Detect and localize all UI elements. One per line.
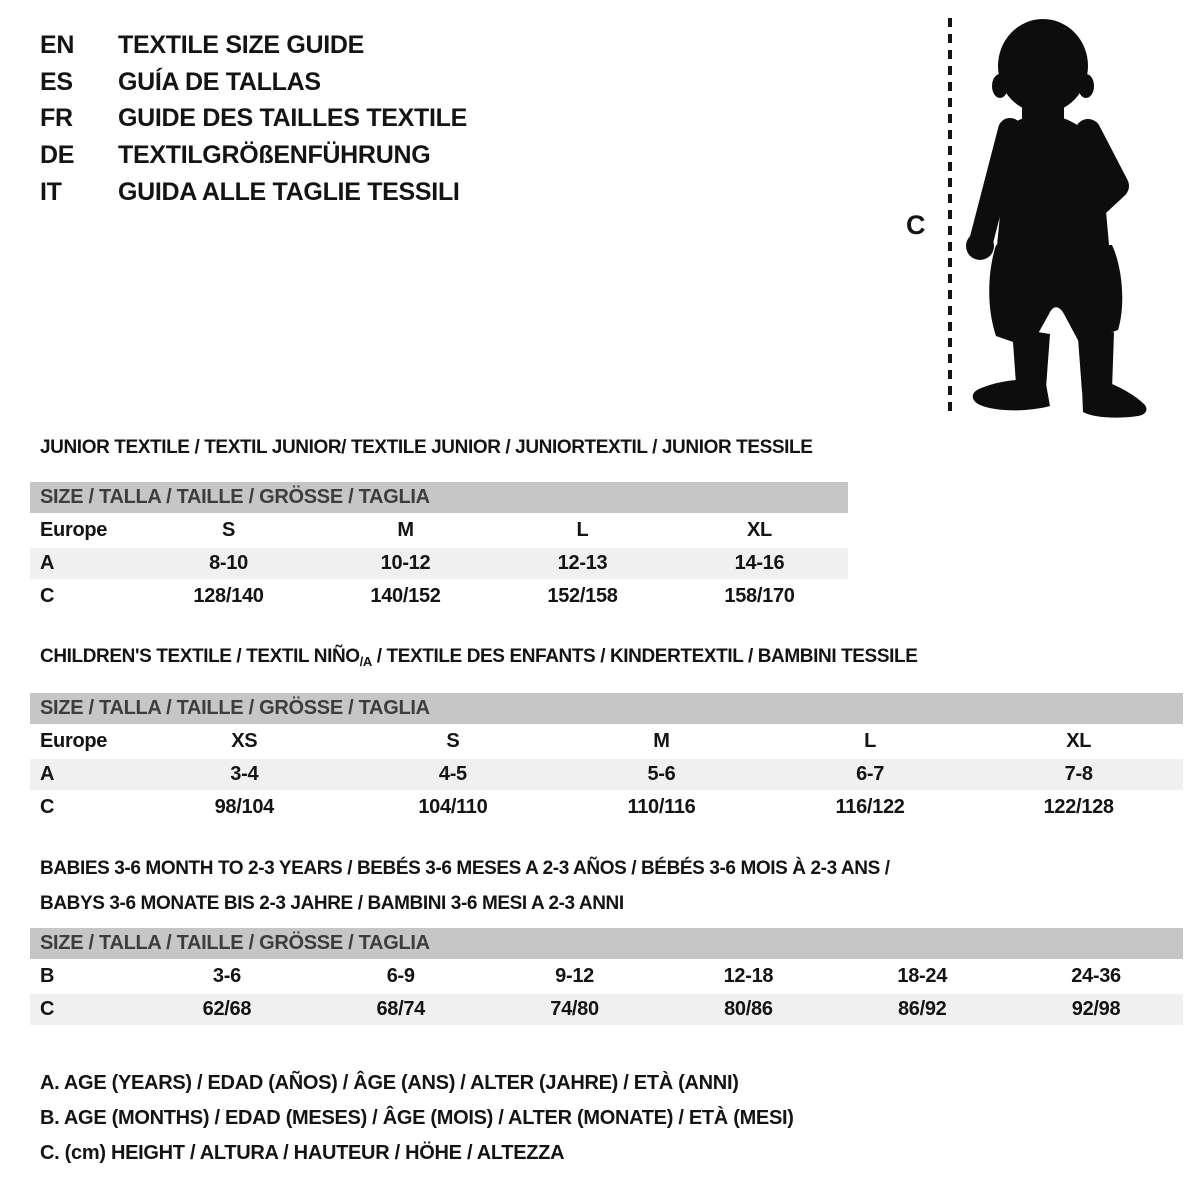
size-cell: 12-18 xyxy=(723,965,774,987)
size-cell: 6-7 xyxy=(856,763,885,785)
table-children xyxy=(30,726,1183,823)
size-cell: L xyxy=(864,730,877,752)
size-cell: 68/74 xyxy=(376,998,426,1020)
language-label: TEXTILGRÖßENFÜHRUNG xyxy=(118,141,431,170)
size-cell: XL xyxy=(1066,730,1092,752)
table-babies xyxy=(30,961,1183,1025)
table-header-babies: SIZE / TALLA / TAILLE / GRÖSSE / TAGLIA xyxy=(30,928,1183,959)
language-label: GUÍA DE TALLAS xyxy=(118,67,321,96)
table-row xyxy=(30,759,1183,790)
size-cell: 24-36 xyxy=(1071,965,1121,987)
table-row xyxy=(30,961,1183,992)
size-cell: 110/116 xyxy=(627,796,696,818)
babies-title-line-1: BABIES 3-6 MONTH TO 2-3 YEARS / BEBÉS 3-6 MESES A 2-3 AÑOS / BÉBÉS 3-6 MOIS À 2-3 ANS / xyxy=(40,858,890,879)
language-row xyxy=(40,137,467,174)
language-row xyxy=(40,64,467,101)
row-label: C xyxy=(40,796,55,818)
language-label: GUIDA ALLE TAGLIE TESSILI xyxy=(118,177,460,206)
size-cell: 7-8 xyxy=(1064,763,1093,785)
size-cell: 104/110 xyxy=(418,796,488,818)
children-title-text: CHILDREN'S TEXTILE / TEXTIL NIÑO xyxy=(40,646,360,667)
row-label: C xyxy=(40,998,55,1020)
section-babies-textile xyxy=(30,851,1183,1025)
toddler-silhouette-icon xyxy=(960,14,1150,422)
section-title-junior: JUNIOR TEXTILE / TEXTIL JUNIOR/ TEXTILE JUNIOR / JUNIORTEXTIL / JUNIOR TESSILE xyxy=(40,437,813,458)
language-label: GUIDE DES TAILLES TEXTILE xyxy=(118,104,468,133)
babies-title-line-2: BABYS 3-6 MONATE BIS 2-3 JAHRE / BAMBINI 3-6 MESI A 2-3 ANNI xyxy=(40,893,624,914)
row-label: A xyxy=(40,552,55,574)
children-title-subscript: /A xyxy=(359,654,372,669)
section-junior-textile xyxy=(30,436,848,612)
size-cell: 12-13 xyxy=(557,552,608,574)
row-label: B xyxy=(40,965,55,987)
row-label: A xyxy=(40,763,55,785)
size-cell: 80/86 xyxy=(724,998,773,1020)
height-measure-label: C xyxy=(906,210,926,240)
legend xyxy=(40,1066,794,1171)
size-cell: 74/80 xyxy=(550,998,599,1020)
size-cell: 8-10 xyxy=(209,552,248,574)
size-cell: 3-4 xyxy=(230,763,259,785)
size-cell: M xyxy=(397,519,414,541)
size-cell: 98/104 xyxy=(214,796,274,818)
size-cell: XS xyxy=(231,730,258,752)
size-cell: 158/170 xyxy=(724,585,795,607)
size-cell: 9-12 xyxy=(555,965,594,987)
language-code: ES xyxy=(40,67,73,96)
language-row xyxy=(40,174,467,211)
table-header-children: SIZE / TALLA / TAILLE / GRÖSSE / TAGLIA xyxy=(30,693,1183,724)
size-cell: 6-9 xyxy=(386,965,415,987)
size-cell: S xyxy=(446,730,460,752)
size-cell: S xyxy=(221,519,236,541)
table-row xyxy=(30,994,1183,1025)
size-cell: 14-16 xyxy=(734,552,785,574)
size-cell: 18-24 xyxy=(897,965,948,987)
size-cell: 122/128 xyxy=(1043,796,1114,818)
size-cell: 140/152 xyxy=(370,585,441,607)
size-cell: 62/68 xyxy=(202,998,252,1020)
row-label: Europe xyxy=(40,730,108,752)
size-cell: 86/92 xyxy=(897,998,947,1020)
language-row xyxy=(40,100,467,137)
language-code: FR xyxy=(40,104,73,133)
row-label: C xyxy=(40,585,55,607)
legend-line: C. (cm) HEIGHT / ALTURA / HAUTEUR / HÖHE / ALTEZZA xyxy=(40,1142,565,1164)
table-junior xyxy=(30,515,848,612)
size-cell: 5-6 xyxy=(647,763,676,785)
size-cell: XL xyxy=(747,519,772,541)
section-children-textile xyxy=(30,645,1183,823)
language-title-block xyxy=(40,27,467,211)
table-row xyxy=(30,548,848,579)
size-cell: 10-12 xyxy=(380,552,431,574)
language-row xyxy=(40,27,467,64)
legend-line: B. AGE (MONTHS) / EDAD (MESES) / ÂGE (MOIS) / ALTER (MONATE) / ETÀ (MESI) xyxy=(40,1107,794,1129)
height-measure-dashed-line xyxy=(948,18,952,416)
size-cell: M xyxy=(653,730,670,752)
language-label: TEXTILE SIZE GUIDE xyxy=(118,31,365,59)
size-cell: 128/140 xyxy=(193,585,264,607)
language-code: DE xyxy=(40,141,75,170)
size-cell: 92/98 xyxy=(1071,998,1121,1020)
legend-line: A. AGE (YEARS) / EDAD (AÑOS) / ÂGE (ANS) / ALTER (JAHRE) / ETÀ (ANNI) xyxy=(40,1072,739,1094)
size-cell: 152/158 xyxy=(547,585,618,607)
table-row xyxy=(30,515,848,546)
table-row xyxy=(30,581,848,612)
size-cell: 4-5 xyxy=(438,763,467,785)
row-label: Europe xyxy=(40,519,108,541)
children-title-text-2: / TEXTILE DES ENFANTS / KINDERTEXTIL / BAMBINI TESSILE xyxy=(371,646,918,667)
size-cell: 3-6 xyxy=(212,965,241,987)
size-cell: L xyxy=(576,519,589,541)
language-code: IT xyxy=(40,177,62,206)
table-row xyxy=(30,726,1183,757)
size-cell: 116/122 xyxy=(835,796,905,818)
section-title-children xyxy=(30,645,1183,674)
table-row xyxy=(30,792,1183,823)
table-header-junior: SIZE / TALLA / TAILLE / GRÖSSE / TAGLIA xyxy=(30,482,848,513)
language-code: EN xyxy=(40,31,75,59)
section-title-babies xyxy=(30,851,1183,921)
